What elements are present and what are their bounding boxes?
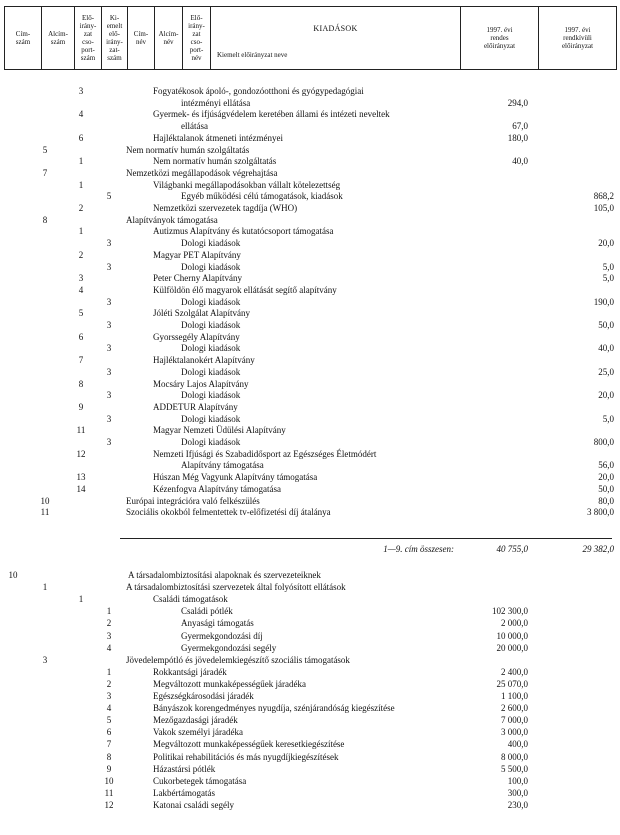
row-description: A társadalombiztosítási szervezetek által folyósított ellátások [126, 582, 346, 593]
row-code-number: 2 [78, 249, 84, 260]
row-code-number: 3 [78, 86, 84, 96]
row-value-extraordinary: 20,0 [598, 390, 614, 401]
row-description: Fogyatékosok ápoló-, gondozóotthoni és gyógypedagógiai [153, 86, 364, 96]
row-value-extraordinary: 800,0 [593, 437, 614, 447]
row-code-number: 8 [106, 751, 112, 762]
row-value-extraordinary: 40,0 [598, 343, 614, 354]
row-code-number: 4 [78, 109, 84, 120]
row-description: Külföldön élő magyarok ellátását segítő alapítvány [153, 284, 337, 295]
row-description: Gyorssegély Alapítvány [153, 331, 240, 342]
total-value-regular: 40 755,0 [496, 544, 528, 554]
row-code-number: 7 [78, 355, 84, 366]
row-description: Dologi kiadások [181, 413, 241, 424]
row-value-extraordinary: 5,0 [602, 273, 614, 284]
row-description: Peter Cherny Alapítvány [153, 273, 242, 284]
row-code-number: 11 [76, 425, 86, 436]
row-description: Egyéb működési célú támogatások, kiadások [181, 191, 343, 202]
row-code-number: 8 [78, 378, 84, 389]
row-description: Magyar PET Alapítvány [153, 249, 241, 260]
row-description: Cukorbetegek támogatása [153, 775, 247, 786]
row-value-regular: 400,0 [507, 739, 528, 750]
row-code-number: 3 [106, 238, 112, 249]
row-value-extraordinary: 3 800,0 [587, 507, 614, 518]
row-code-number: 7 [106, 739, 112, 750]
header-col2: 1997. évi rendkívüli előirányzat [539, 7, 617, 69]
row-value-regular: 100,0 [507, 775, 528, 786]
row-description: Gyermekgondozási díj [181, 630, 263, 641]
row-description: Dologi kiadások [181, 390, 241, 401]
row-code-number: 3 [42, 654, 48, 665]
row-description: A társadalombiztosítási alapoknak és szervezeteiknek [128, 570, 321, 580]
row-code-number: 4 [106, 703, 112, 714]
row-code-number: 1 [106, 666, 112, 677]
header-jogcim-csop-nev: Elő- irány- zat cso- port- név [183, 7, 211, 69]
row-value-regular: 10 000,0 [496, 630, 528, 641]
row-code-number: 3 [78, 273, 84, 284]
row-code-number: 3 [106, 296, 112, 307]
row-value-regular: 25 070,0 [496, 678, 528, 689]
row-code-number: 3 [106, 390, 112, 401]
row-code-number: 11 [40, 507, 50, 518]
row-description: Dologi kiadások [181, 437, 241, 447]
row-code-number: 2 [106, 618, 112, 629]
row-code-number: 14 [76, 483, 86, 494]
header-cim-szam: Cím- szám [4, 7, 42, 69]
row-code-number: 6 [78, 132, 84, 143]
row-code-number: 5 [42, 144, 48, 155]
row-value-extraordinary: 25,0 [598, 366, 614, 377]
row-code-number: 1 [78, 226, 84, 237]
row-description: Húszan Még Vagyunk Alapítvány támogatása [153, 472, 318, 483]
row-code-number: 10 [8, 570, 18, 580]
header-kiadasok-cell [211, 7, 461, 69]
row-description: Autizmus Alapítvány és kutatócsoport támogatása [153, 226, 334, 237]
row-value-extraordinary: 105,0 [593, 203, 614, 213]
table-header [4, 6, 617, 70]
row-description: Megváltozott munkaképességűek járadéka [153, 678, 306, 689]
row-value-regular: 1 100,0 [501, 691, 528, 701]
row-value-regular: 294,0 [507, 97, 528, 108]
row-description: Dologi kiadások [181, 296, 241, 307]
row-value-regular: 40,0 [512, 156, 528, 167]
row-description: ADDETUR Alapítvány [153, 401, 238, 412]
row-description: Bányászok korengedményes nyugdíja, szénjárandóság kiegészítése [153, 703, 395, 714]
row-value-regular: 20 000,0 [496, 642, 528, 653]
row-description: Rokkantsági járadék [153, 666, 227, 677]
row-code-number: 9 [78, 401, 84, 412]
total-value-extraordinary: 29 382,0 [582, 544, 614, 554]
row-description: Családi támogatások [153, 594, 228, 605]
row-description: Világbanki megállapodásokban vállalt kötelezettség [153, 179, 341, 190]
row-description: Egészségkárosodási járadék [153, 691, 254, 701]
row-description: Jövedelempótló és jövedelemkiegészítő szociális támogatások [126, 654, 350, 665]
row-description: Nemzetközi szervezetek tagdíja (WHO) [153, 203, 298, 213]
header-jogcim-csop-szam: Elő- irány- zat cso- port- szám [75, 7, 102, 69]
row-value-extraordinary: 56,0 [598, 460, 614, 471]
row-value-extraordinary: 190,0 [593, 296, 614, 307]
row-value-regular: 7 000,0 [501, 715, 528, 726]
row-description: Szociális okokból felmentettek tv-előfizetési díj átalánya [126, 507, 331, 518]
row-code-number: 8 [42, 214, 48, 225]
row-description: Alapítványok támogatása [126, 214, 218, 225]
row-description: Vakok személyi járadéka [153, 727, 243, 738]
row-description: Családi pótlék [181, 606, 233, 617]
row-description: Dologi kiadások [181, 261, 241, 272]
row-description: Hajléktalanok átmeneti intézményei [153, 132, 283, 143]
header-alcim-szam: Alcím- szám [42, 7, 75, 69]
header-kiadasok: KIADÁSOK [313, 24, 358, 33]
row-code-number: 11 [104, 787, 114, 798]
row-value-extraordinary: 868,2 [593, 191, 614, 202]
row-code-number: 1 [78, 179, 84, 190]
row-value-extraordinary: 50,0 [598, 320, 614, 330]
row-code-number: 3 [106, 691, 112, 701]
row-code-number: 3 [106, 320, 112, 330]
row-code-number: 5 [106, 715, 112, 726]
row-description: Dologi kiadások [181, 238, 241, 249]
row-description: Nem normatív humán szolgáltatás [153, 156, 277, 167]
row-code-number: 10 [40, 495, 50, 506]
header-cim-nev: Cím- név [128, 7, 155, 69]
row-value-regular: 2 600,0 [501, 703, 528, 714]
total-label: 1—9. cím összesen: [383, 544, 454, 554]
row-code-number: 1 [106, 606, 112, 617]
row-description: Jóléti Szolgálat Alapítvány [153, 308, 250, 319]
row-code-number: 6 [106, 727, 112, 738]
row-code-number: 3 [106, 366, 112, 377]
row-code-number: 10 [104, 775, 114, 786]
row-description: Gyermekgondozási segély [181, 642, 277, 653]
row-description: Megváltozott munkaképességűek keresetkiegészítése [153, 739, 345, 750]
row-code-number: 3 [106, 343, 112, 354]
row-description: Dologi kiadások [181, 320, 241, 330]
row-value-extraordinary: 5,0 [602, 413, 614, 424]
header-kiemelt-nev: Kiemelt előirányzat neve [217, 51, 288, 59]
row-code-number: 12 [76, 448, 86, 459]
row-code-number: 1 [78, 156, 84, 167]
row-value-extraordinary: 50,0 [598, 483, 614, 494]
header-col1: 1997. évi rendes előirányzat [461, 7, 539, 69]
row-description: Nemzeti Ifjúsági és Szabadidősport az Egészséges Életmódért [153, 448, 377, 459]
header-kiemelt-szam: Ki- emelt elő- irány- zat- szám [102, 7, 128, 69]
row-description: Dologi kiadások [181, 366, 241, 377]
row-code-number: 4 [78, 284, 84, 295]
row-code-number: 13 [76, 472, 86, 483]
row-value-extraordinary: 20,0 [598, 472, 614, 483]
row-description: intézményi ellátása [181, 97, 251, 108]
row-description: Európai integrációra való felkészülés [126, 495, 260, 506]
row-description: Alapítvány támogatása [181, 460, 264, 471]
row-value-extraordinary: 20,0 [598, 238, 614, 249]
row-code-number: 1 [78, 594, 84, 605]
row-code-number: 2 [106, 678, 112, 689]
row-value-regular: 180,0 [507, 132, 528, 143]
row-code-number: 3 [106, 630, 112, 641]
row-value-extraordinary: 5,0 [602, 261, 614, 272]
row-code-number: 5 [78, 308, 84, 319]
row-code-number: 1 [42, 582, 48, 593]
row-value-regular: 5 500,0 [501, 763, 528, 774]
row-code-number: 5 [106, 191, 112, 202]
row-code-number: 3 [106, 261, 112, 272]
row-value-regular: 2 000,0 [501, 618, 528, 629]
row-description: Hajléktalanokért Alapítvány [153, 355, 255, 366]
row-value-regular: 2 400,0 [501, 666, 528, 677]
row-value-regular: 3 000,0 [501, 727, 528, 738]
row-description: Anyasági támogatás [181, 618, 254, 629]
row-value-regular: 300,0 [507, 787, 528, 798]
row-description: Nem normatív humán szolgáltatás [126, 144, 250, 155]
row-description: Házastársi pótlék [153, 763, 216, 774]
row-description: Dologi kiadások [181, 343, 241, 354]
header-alcim-nev: Alcím- név [155, 7, 183, 69]
row-value-regular: 230,0 [507, 799, 528, 810]
row-description: Mocsáry Lajos Alapítvány [153, 378, 249, 389]
row-description: Lakbértámogatás [153, 787, 215, 798]
row-value-regular: 8 000,0 [501, 751, 528, 762]
row-description: Katonai családi segély [153, 799, 234, 810]
row-description: Mezőgazdasági járadék [153, 715, 238, 726]
row-code-number: 7 [42, 167, 48, 178]
row-description: Nemzetközi megállapodások végrehajtása [126, 167, 278, 178]
row-value-regular: 67,0 [512, 121, 528, 132]
row-description: Magyar Nemzeti Üdülési Alapítvány [153, 425, 286, 436]
total-separator-line [120, 538, 612, 539]
row-value-regular: 102 300,0 [492, 606, 528, 617]
row-code-number: 3 [106, 437, 112, 447]
row-code-number: 2 [78, 203, 84, 213]
row-code-number: 12 [104, 799, 114, 810]
row-code-number: 3 [106, 413, 112, 424]
row-code-number: 6 [78, 331, 84, 342]
row-description: Kézenfogva Alapítvány támogatása [153, 483, 281, 494]
row-description: ellátása [181, 121, 208, 132]
row-code-number: 4 [106, 642, 112, 653]
row-description: Politikai rehabilitációs és más nyugdíjkiegészítések [153, 751, 339, 762]
row-value-extraordinary: 80,0 [598, 495, 614, 506]
row-description: Gyermek- és ifjúságvédelem keretében állami és intézeti neveltek [153, 109, 390, 120]
row-code-number: 9 [106, 763, 112, 774]
